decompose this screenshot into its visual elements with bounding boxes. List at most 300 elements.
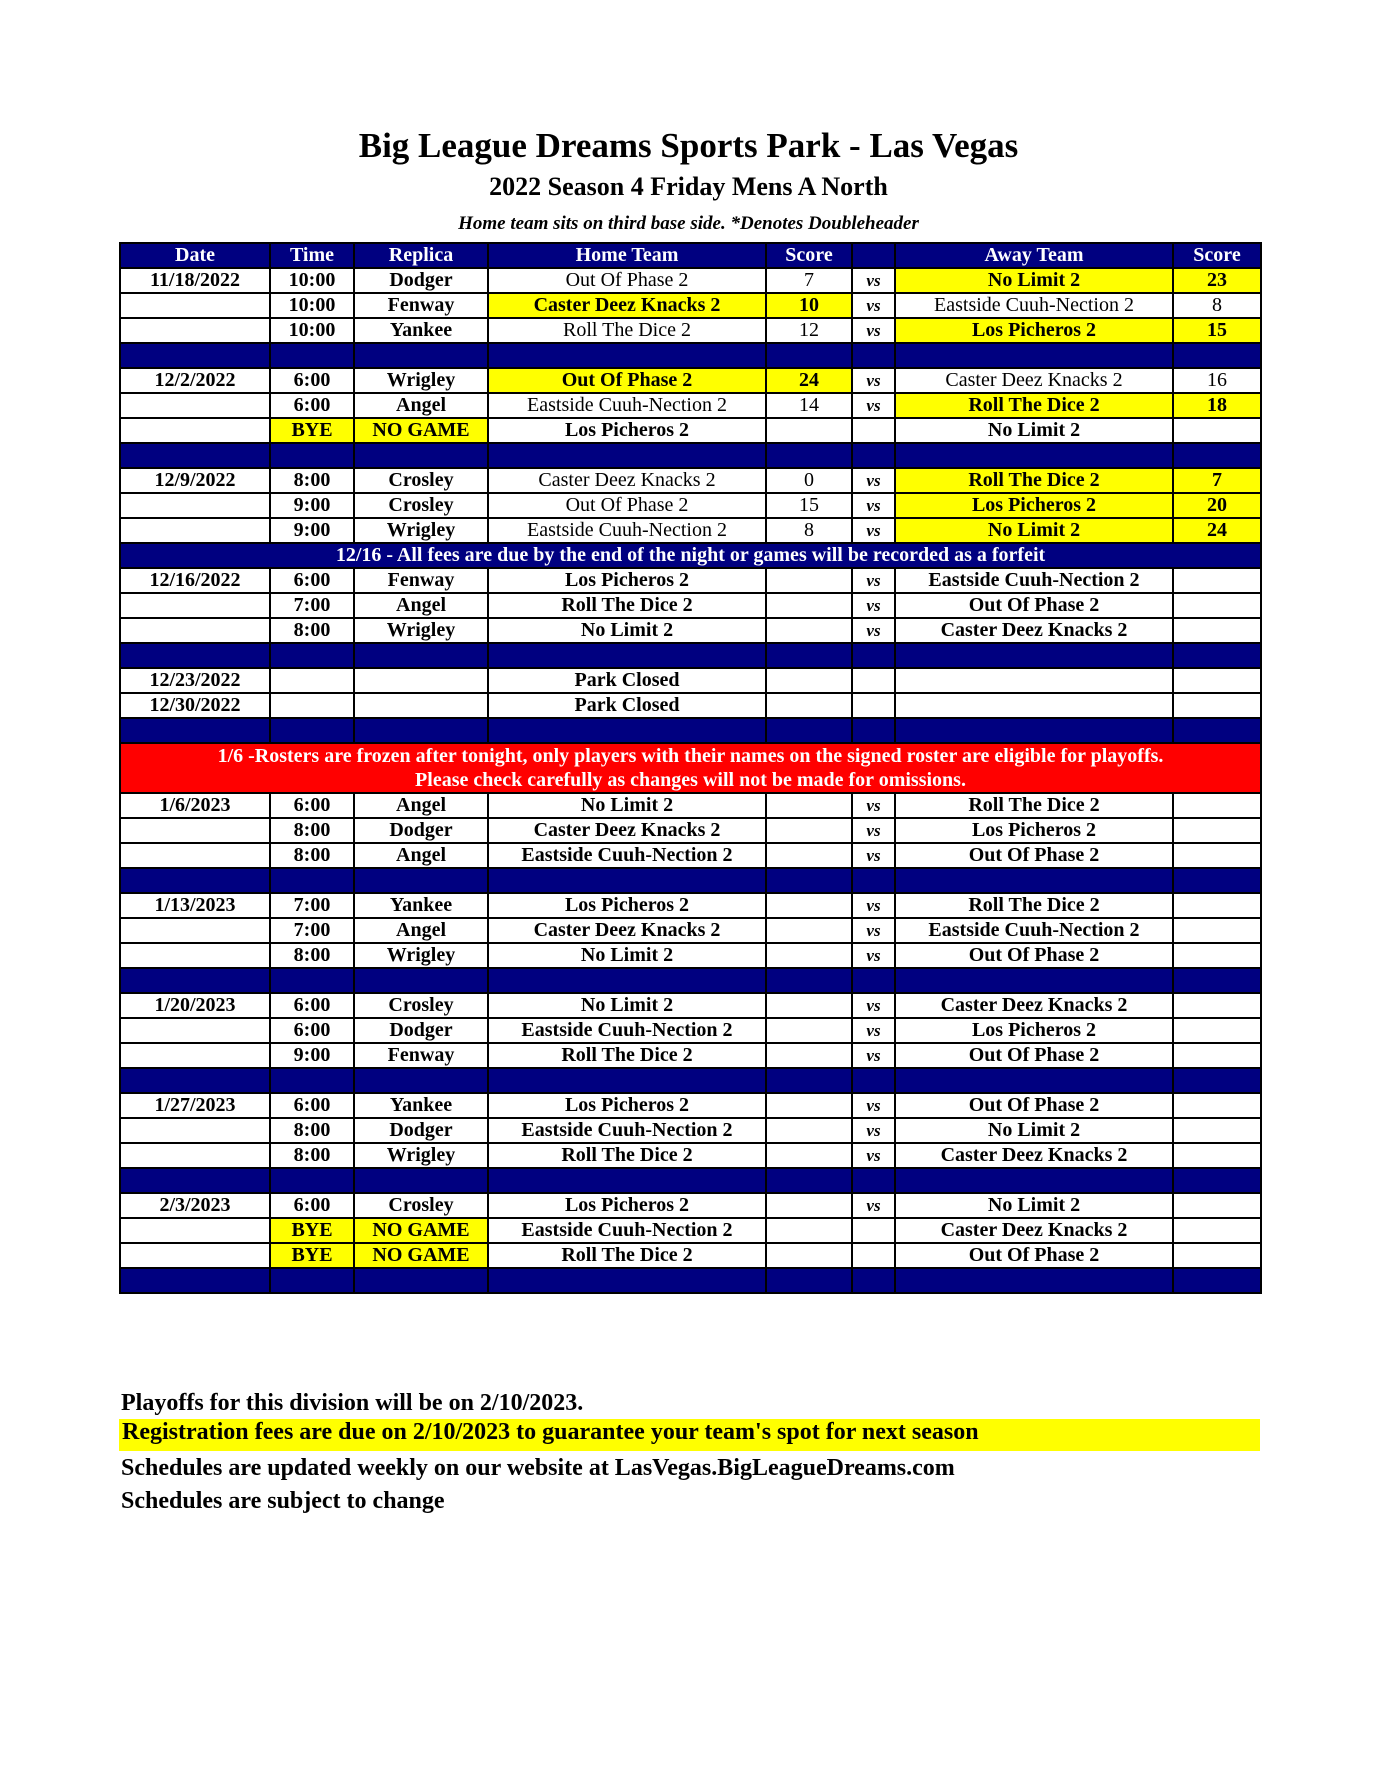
home-score-cell: 10 bbox=[766, 293, 852, 318]
home-team-cell: Park Closed bbox=[488, 693, 766, 718]
vs-cell: vs bbox=[852, 468, 895, 493]
time-cell: 6:00 bbox=[270, 368, 354, 393]
vs-cell: vs bbox=[852, 943, 895, 968]
separator-cell bbox=[895, 1268, 1173, 1293]
separator-cell bbox=[120, 868, 270, 893]
time-cell: 6:00 bbox=[270, 1018, 354, 1043]
registration-note: Registration fees are due on 2/10/2023 to guarantee your team's spot for next season bbox=[119, 1419, 1260, 1451]
home-team-cell: Caster Deez Knacks 2 bbox=[488, 818, 766, 843]
away-team-cell: Caster Deez Knacks 2 bbox=[895, 368, 1173, 393]
separator-cell bbox=[895, 443, 1173, 468]
game-row bbox=[120, 943, 1261, 968]
bye-row bbox=[120, 1218, 1261, 1243]
replica-cell: Angel bbox=[354, 393, 488, 418]
separator-cell bbox=[766, 1268, 852, 1293]
separator-cell bbox=[766, 718, 852, 743]
away-score-cell: 8 bbox=[1173, 293, 1261, 318]
vs-cell: vs bbox=[852, 568, 895, 593]
date-cell bbox=[120, 318, 270, 343]
col-home-score: Score bbox=[766, 243, 852, 268]
separator-cell bbox=[354, 868, 488, 893]
away-team-cell: No Limit 2 bbox=[895, 1118, 1173, 1143]
home-team-cell: No Limit 2 bbox=[488, 993, 766, 1018]
date-cell bbox=[120, 1118, 270, 1143]
replica-cell: NO GAME bbox=[354, 1218, 488, 1243]
time-cell: 6:00 bbox=[270, 1093, 354, 1118]
home-team-cell: Los Picheros 2 bbox=[488, 1193, 766, 1218]
time-cell: BYE bbox=[270, 1218, 354, 1243]
separator-cell bbox=[354, 1068, 488, 1093]
away-team-cell: Out Of Phase 2 bbox=[895, 1043, 1173, 1068]
home-score-cell bbox=[766, 1018, 852, 1043]
away-team-cell: Roll The Dice 2 bbox=[895, 893, 1173, 918]
separator-cell bbox=[766, 968, 852, 993]
separator-cell bbox=[895, 868, 1173, 893]
game-row bbox=[120, 1093, 1261, 1118]
date-cell bbox=[120, 593, 270, 618]
away-team-cell: Out Of Phase 2 bbox=[895, 843, 1173, 868]
home-team-cell: Caster Deez Knacks 2 bbox=[488, 918, 766, 943]
home-score-cell bbox=[766, 618, 852, 643]
game-row bbox=[120, 468, 1261, 493]
away-score-cell bbox=[1173, 618, 1261, 643]
away-score-cell bbox=[1173, 1143, 1261, 1168]
home-team-cell: Roll The Dice 2 bbox=[488, 593, 766, 618]
time-cell: 8:00 bbox=[270, 818, 354, 843]
separator-cell bbox=[488, 868, 766, 893]
away-score-cell bbox=[1173, 1243, 1261, 1268]
separator-cell bbox=[1173, 1168, 1261, 1193]
separator-cell bbox=[354, 1168, 488, 1193]
separator-cell bbox=[852, 868, 895, 893]
away-team-cell: Out Of Phase 2 bbox=[895, 1243, 1173, 1268]
website-note: Schedules are updated weekly on our website at LasVegas.BigLeagueDreams.com bbox=[121, 1455, 955, 1481]
away-team-cell: Caster Deez Knacks 2 bbox=[895, 993, 1173, 1018]
separator-cell bbox=[270, 1168, 354, 1193]
replica-cell: Dodger bbox=[354, 818, 488, 843]
separator-cell bbox=[1173, 718, 1261, 743]
replica-cell: Crosley bbox=[354, 993, 488, 1018]
replica-cell: NO GAME bbox=[354, 1243, 488, 1268]
separator-cell bbox=[488, 443, 766, 468]
away-score-cell bbox=[1173, 943, 1261, 968]
vs-cell: vs bbox=[852, 268, 895, 293]
separator-cell bbox=[120, 718, 270, 743]
away-score-cell: 15 bbox=[1173, 318, 1261, 343]
replica-cell: NO GAME bbox=[354, 418, 488, 443]
date-cell: 12/23/2022 bbox=[120, 668, 270, 693]
schedule-table bbox=[119, 242, 1262, 1294]
separator-cell bbox=[766, 868, 852, 893]
replica-cell: Fenway bbox=[354, 568, 488, 593]
vs-cell: vs bbox=[852, 1018, 895, 1043]
separator-cell bbox=[120, 1068, 270, 1093]
date-cell bbox=[120, 493, 270, 518]
home-score-cell bbox=[766, 1093, 852, 1118]
away-score-cell bbox=[1173, 418, 1261, 443]
home-score-cell bbox=[766, 1043, 852, 1068]
game-row bbox=[120, 268, 1261, 293]
separator-row bbox=[120, 1168, 1261, 1193]
game-row bbox=[120, 818, 1261, 843]
date-cell bbox=[120, 1043, 270, 1068]
roster-alert-line: 1/6 -Rosters are frozen after tonight, only players with their names on the signed roster are eligible for playoffs. bbox=[217, 745, 1164, 767]
replica-cell: Wrigley bbox=[354, 943, 488, 968]
separator-cell bbox=[354, 643, 488, 668]
date-cell bbox=[120, 1243, 270, 1268]
replica-cell: Wrigley bbox=[354, 368, 488, 393]
home-score-cell: 8 bbox=[766, 518, 852, 543]
separator-cell bbox=[120, 343, 270, 368]
home-team-cell: Roll The Dice 2 bbox=[488, 1043, 766, 1068]
change-note: Schedules are subject to change bbox=[121, 1488, 445, 1514]
game-row bbox=[120, 568, 1261, 593]
separator-cell bbox=[120, 968, 270, 993]
home-team-cell: Out Of Phase 2 bbox=[488, 493, 766, 518]
separator-row bbox=[120, 1068, 1261, 1093]
time-cell: BYE bbox=[270, 1243, 354, 1268]
time-cell: 6:00 bbox=[270, 568, 354, 593]
vs-cell: vs bbox=[852, 1093, 895, 1118]
home-team-cell: Out Of Phase 2 bbox=[488, 368, 766, 393]
home-score-cell: 15 bbox=[766, 493, 852, 518]
home-score-cell bbox=[766, 843, 852, 868]
game-row bbox=[120, 993, 1261, 1018]
home-score-cell bbox=[766, 418, 852, 443]
away-team-cell: Eastside Cuuh-Nection 2 bbox=[895, 293, 1173, 318]
date-cell: 12/2/2022 bbox=[120, 368, 270, 393]
home-score-cell bbox=[766, 568, 852, 593]
vs-cell: vs bbox=[852, 368, 895, 393]
vs-cell: vs bbox=[852, 493, 895, 518]
home-team-cell: Roll The Dice 2 bbox=[488, 318, 766, 343]
vs-cell: vs bbox=[852, 793, 895, 818]
separator-cell bbox=[1173, 643, 1261, 668]
date-cell: 1/27/2023 bbox=[120, 1093, 270, 1118]
game-row bbox=[120, 893, 1261, 918]
away-score-cell bbox=[1173, 793, 1261, 818]
replica-cell: Yankee bbox=[354, 893, 488, 918]
replica-cell: Crosley bbox=[354, 493, 488, 518]
separator-cell bbox=[1173, 343, 1261, 368]
away-score-cell bbox=[1173, 893, 1261, 918]
date-cell: 12/16/2022 bbox=[120, 568, 270, 593]
time-cell bbox=[270, 693, 354, 718]
separator-cell bbox=[120, 643, 270, 668]
home-score-cell bbox=[766, 593, 852, 618]
separator-cell bbox=[488, 343, 766, 368]
away-score-cell: 20 bbox=[1173, 493, 1261, 518]
separator-cell bbox=[354, 968, 488, 993]
time-cell: 9:00 bbox=[270, 1043, 354, 1068]
replica-cell: Yankee bbox=[354, 318, 488, 343]
separator-cell bbox=[766, 1068, 852, 1093]
home-score-cell bbox=[766, 1218, 852, 1243]
replica-cell: Angel bbox=[354, 793, 488, 818]
date-cell bbox=[120, 293, 270, 318]
away-score-cell bbox=[1173, 568, 1261, 593]
replica-cell: Fenway bbox=[354, 1043, 488, 1068]
date-cell: 1/13/2023 bbox=[120, 893, 270, 918]
away-team-cell bbox=[895, 668, 1173, 693]
vs-cell bbox=[852, 668, 895, 693]
vs-cell: vs bbox=[852, 593, 895, 618]
game-row bbox=[120, 618, 1261, 643]
away-team-cell: Roll The Dice 2 bbox=[895, 793, 1173, 818]
schedule-body bbox=[120, 268, 1261, 1293]
home-score-cell bbox=[766, 1243, 852, 1268]
separator-cell bbox=[852, 643, 895, 668]
time-cell: 8:00 bbox=[270, 468, 354, 493]
time-cell: 9:00 bbox=[270, 518, 354, 543]
separator-cell bbox=[895, 643, 1173, 668]
home-score-cell bbox=[766, 893, 852, 918]
away-team-cell: Los Picheros 2 bbox=[895, 318, 1173, 343]
date-cell: 12/9/2022 bbox=[120, 468, 270, 493]
away-score-cell bbox=[1173, 693, 1261, 718]
home-team-cell: No Limit 2 bbox=[488, 618, 766, 643]
page-subtitle: 2022 Season 4 Friday Mens A North bbox=[489, 172, 888, 201]
separator-cell bbox=[895, 1168, 1173, 1193]
vs-cell bbox=[852, 1243, 895, 1268]
away-team-cell: Out Of Phase 2 bbox=[895, 943, 1173, 968]
home-score-cell bbox=[766, 943, 852, 968]
col-replica: Replica bbox=[354, 243, 488, 268]
separator-cell bbox=[270, 868, 354, 893]
replica-cell: Crosley bbox=[354, 1193, 488, 1218]
separator-row bbox=[120, 343, 1261, 368]
col-time: Time bbox=[270, 243, 354, 268]
separator-cell bbox=[488, 718, 766, 743]
home-team-cell: Eastside Cuuh-Nection 2 bbox=[488, 843, 766, 868]
replica-cell: Dodger bbox=[354, 268, 488, 293]
home-score-cell: 7 bbox=[766, 268, 852, 293]
home-team-cell: Caster Deez Knacks 2 bbox=[488, 293, 766, 318]
separator-cell bbox=[1173, 968, 1261, 993]
away-team-cell bbox=[895, 693, 1173, 718]
time-cell: 7:00 bbox=[270, 893, 354, 918]
separator-cell bbox=[766, 643, 852, 668]
home-team-cell: Roll The Dice 2 bbox=[488, 1143, 766, 1168]
home-team-note: Home team sits on third base side. *Denotes Doubleheader bbox=[458, 213, 919, 234]
separator-row bbox=[120, 643, 1261, 668]
game-row bbox=[120, 293, 1261, 318]
vs-cell: vs bbox=[852, 393, 895, 418]
col-home-team: Home Team bbox=[488, 243, 766, 268]
separator-cell bbox=[270, 443, 354, 468]
home-score-cell: 0 bbox=[766, 468, 852, 493]
home-team-cell: Eastside Cuuh-Nection 2 bbox=[488, 393, 766, 418]
time-cell: 6:00 bbox=[270, 1193, 354, 1218]
separator-cell bbox=[895, 968, 1173, 993]
game-row bbox=[120, 1018, 1261, 1043]
vs-cell: vs bbox=[852, 1193, 895, 1218]
vs-cell: vs bbox=[852, 843, 895, 868]
away-team-cell: Los Picheros 2 bbox=[895, 1018, 1173, 1043]
home-score-cell bbox=[766, 693, 852, 718]
fee-notice-row bbox=[120, 543, 1261, 568]
date-cell: 11/18/2022 bbox=[120, 268, 270, 293]
home-score-cell bbox=[766, 1143, 852, 1168]
time-cell: 10:00 bbox=[270, 293, 354, 318]
separator-cell bbox=[488, 643, 766, 668]
fee-notice: 12/16 - All fees are due by the end of the night or games will be recorded as a forfeit bbox=[120, 543, 1261, 568]
separator-cell bbox=[1173, 1268, 1261, 1293]
separator-cell bbox=[354, 443, 488, 468]
col-date: Date bbox=[120, 243, 270, 268]
home-score-cell: 14 bbox=[766, 393, 852, 418]
separator-cell bbox=[852, 968, 895, 993]
away-score-cell bbox=[1173, 1043, 1261, 1068]
replica-cell bbox=[354, 668, 488, 693]
away-team-cell: Eastside Cuuh-Nection 2 bbox=[895, 918, 1173, 943]
vs-cell: vs bbox=[852, 518, 895, 543]
separator-cell bbox=[766, 1168, 852, 1193]
date-cell bbox=[120, 843, 270, 868]
separator-cell bbox=[270, 968, 354, 993]
away-team-cell: No Limit 2 bbox=[895, 418, 1173, 443]
game-row bbox=[120, 1193, 1261, 1218]
home-score-cell bbox=[766, 1118, 852, 1143]
date-cell bbox=[120, 418, 270, 443]
home-score-cell bbox=[766, 793, 852, 818]
away-score-cell bbox=[1173, 843, 1261, 868]
vs-cell: vs bbox=[852, 293, 895, 318]
home-team-cell: Los Picheros 2 bbox=[488, 893, 766, 918]
date-cell bbox=[120, 818, 270, 843]
time-cell: 7:00 bbox=[270, 918, 354, 943]
separator-cell bbox=[488, 1068, 766, 1093]
separator-cell bbox=[120, 443, 270, 468]
home-score-cell bbox=[766, 668, 852, 693]
separator-row bbox=[120, 868, 1261, 893]
replica-cell: Wrigley bbox=[354, 518, 488, 543]
date-cell: 2/3/2023 bbox=[120, 1193, 270, 1218]
separator-cell bbox=[354, 1268, 488, 1293]
game-row bbox=[120, 1118, 1261, 1143]
date-cell bbox=[120, 1018, 270, 1043]
home-team-cell: No Limit 2 bbox=[488, 793, 766, 818]
game-row bbox=[120, 368, 1261, 393]
roster-alert-row bbox=[120, 743, 1261, 793]
time-cell: 8:00 bbox=[270, 618, 354, 643]
away-team-cell: No Limit 2 bbox=[895, 518, 1173, 543]
replica-cell: Dodger bbox=[354, 1018, 488, 1043]
time-cell: 6:00 bbox=[270, 993, 354, 1018]
separator-cell bbox=[270, 1268, 354, 1293]
away-score-cell: 16 bbox=[1173, 368, 1261, 393]
home-team-cell: Los Picheros 2 bbox=[488, 418, 766, 443]
separator-row bbox=[120, 1268, 1261, 1293]
date-cell bbox=[120, 943, 270, 968]
away-team-cell: Caster Deez Knacks 2 bbox=[895, 618, 1173, 643]
separator-cell bbox=[354, 718, 488, 743]
separator-cell bbox=[270, 643, 354, 668]
away-team-cell: Caster Deez Knacks 2 bbox=[895, 1218, 1173, 1243]
separator-cell bbox=[120, 1268, 270, 1293]
header-row bbox=[120, 243, 1261, 268]
separator-cell bbox=[852, 718, 895, 743]
col-away-score: Score bbox=[1173, 243, 1261, 268]
time-cell: BYE bbox=[270, 418, 354, 443]
roster-alert-line: Please check carefully as changes will not be made for omissions. bbox=[415, 769, 966, 791]
separator-cell bbox=[895, 1068, 1173, 1093]
away-team-cell: Los Picheros 2 bbox=[895, 493, 1173, 518]
date-cell bbox=[120, 393, 270, 418]
date-cell bbox=[120, 1218, 270, 1243]
roster-alert bbox=[120, 743, 1261, 793]
separator-cell bbox=[895, 343, 1173, 368]
away-team-cell: Los Picheros 2 bbox=[895, 818, 1173, 843]
away-score-cell bbox=[1173, 1093, 1261, 1118]
game-row bbox=[120, 593, 1261, 618]
away-team-cell: Out Of Phase 2 bbox=[895, 593, 1173, 618]
col-vs bbox=[852, 243, 895, 268]
separator-cell bbox=[852, 343, 895, 368]
away-team-cell: Roll The Dice 2 bbox=[895, 393, 1173, 418]
separator-cell bbox=[488, 1168, 766, 1193]
vs-cell bbox=[852, 693, 895, 718]
replica-cell: Crosley bbox=[354, 468, 488, 493]
separator-cell bbox=[270, 718, 354, 743]
home-team-cell: No Limit 2 bbox=[488, 943, 766, 968]
separator-cell bbox=[1173, 868, 1261, 893]
home-team-cell: Out Of Phase 2 bbox=[488, 268, 766, 293]
game-row bbox=[120, 668, 1261, 693]
replica-cell: Fenway bbox=[354, 293, 488, 318]
time-cell: 8:00 bbox=[270, 843, 354, 868]
playoffs-note: Playoffs for this division will be on 2/10/2023. bbox=[121, 1390, 584, 1416]
home-score-cell bbox=[766, 1193, 852, 1218]
game-row bbox=[120, 393, 1261, 418]
away-score-cell: 7 bbox=[1173, 468, 1261, 493]
away-team-cell: No Limit 2 bbox=[895, 1193, 1173, 1218]
date-cell bbox=[120, 618, 270, 643]
date-cell: 1/20/2023 bbox=[120, 993, 270, 1018]
separator-cell bbox=[852, 1068, 895, 1093]
home-team-cell: Los Picheros 2 bbox=[488, 568, 766, 593]
vs-cell: vs bbox=[852, 818, 895, 843]
home-team-cell: Eastside Cuuh-Nection 2 bbox=[488, 518, 766, 543]
time-cell bbox=[270, 668, 354, 693]
time-cell: 7:00 bbox=[270, 593, 354, 618]
away-score-cell bbox=[1173, 1193, 1261, 1218]
separator-row bbox=[120, 443, 1261, 468]
time-cell: 8:00 bbox=[270, 1143, 354, 1168]
time-cell: 6:00 bbox=[270, 793, 354, 818]
separator-cell bbox=[852, 1168, 895, 1193]
separator-cell bbox=[270, 343, 354, 368]
vs-cell: vs bbox=[852, 618, 895, 643]
away-team-cell: Eastside Cuuh-Nection 2 bbox=[895, 568, 1173, 593]
time-cell: 8:00 bbox=[270, 1118, 354, 1143]
home-team-cell: Caster Deez Knacks 2 bbox=[488, 468, 766, 493]
away-team-cell: No Limit 2 bbox=[895, 268, 1173, 293]
time-cell: 9:00 bbox=[270, 493, 354, 518]
away-team-cell: Roll The Dice 2 bbox=[895, 468, 1173, 493]
separator-cell bbox=[1173, 1068, 1261, 1093]
time-cell: 10:00 bbox=[270, 268, 354, 293]
bye-row bbox=[120, 418, 1261, 443]
separator-cell bbox=[354, 343, 488, 368]
vs-cell: vs bbox=[852, 893, 895, 918]
home-score-cell bbox=[766, 918, 852, 943]
replica-cell: Wrigley bbox=[354, 618, 488, 643]
time-cell: 8:00 bbox=[270, 943, 354, 968]
game-row bbox=[120, 693, 1261, 718]
game-row bbox=[120, 918, 1261, 943]
vs-cell: vs bbox=[852, 318, 895, 343]
